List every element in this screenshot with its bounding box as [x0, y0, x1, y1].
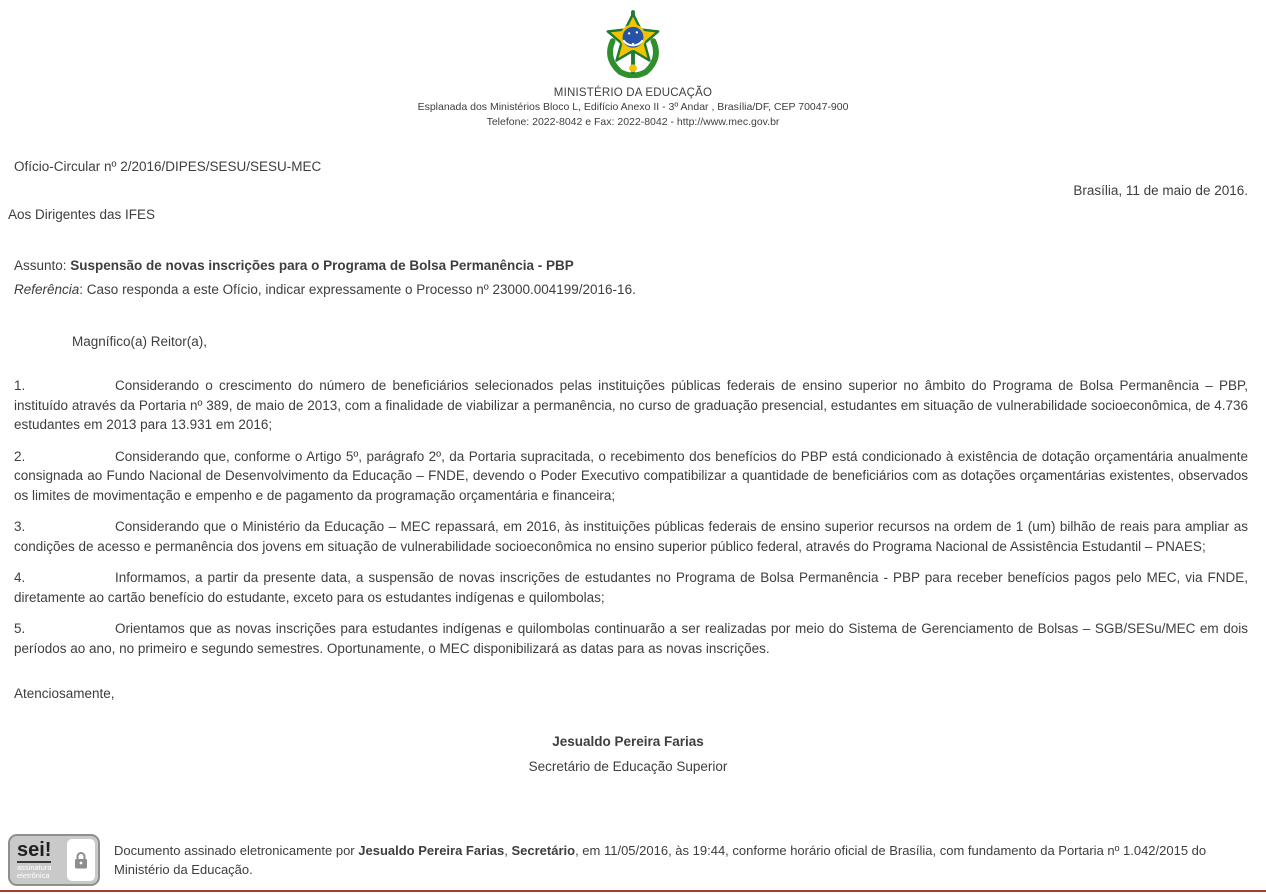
- body-paragraph: [14, 376, 1248, 435]
- sei-logo: [8, 834, 100, 886]
- paragraph-number: 2.: [14, 448, 26, 464]
- reference-line: [14, 282, 1248, 297]
- paragraph-text: Considerando que o Ministério da Educação – MEC repassará, em 2016, às instituições públicas federais de ensino superior recursos na ordem de 1 (um) bilhão de reais para ampliar as condições de acesso e permanência dos jovens em situação de vulnerabilidade socioeconômica no ensino superior público federal, através do Programa Nacional de Assistência Estudantil – PNAES;: [14, 519, 1248, 554]
- subject-text: Suspensão de novas inscrições para o Programa de Bolsa Permanência - PBP: [70, 258, 574, 274]
- address-line: Esplanada dos Ministérios Bloco L, Edifício Anexo II - 3º Andar , Brasília/DF, CEP 70047-900: [417, 101, 849, 113]
- bottom-border-line: [0, 890, 1266, 892]
- paragraph-text: Considerando o crescimento do número de beneficiários selecionados pelas instituições públicas federais de ensino superior no âmbito do Programa de Bolsa Permanência – PBP, instituído através da Portaria nº 389, de maio de 2013, com a finalidade de viabilizar a permanência, no curso de graduação presencial, estudantes em situação de vulnerabilidade socioeconômica, de 4.736 estudantes em 2013 para 13.931 em 2016;: [14, 378, 1248, 433]
- addressee-line: Aos Dirigentes das IFES: [8, 207, 156, 223]
- sei-logo-text: [10, 836, 67, 884]
- signature-statement: [114, 841, 1248, 879]
- body-paragraph: [14, 517, 1248, 556]
- paragraph-number: 4.: [14, 570, 26, 586]
- ministry-name: MINISTÉRIO DA EDUCAÇÃO: [553, 87, 713, 99]
- place-date-line: Brasília, 11 de maio de 2016.: [1073, 183, 1248, 199]
- letter-body: [0, 159, 1266, 774]
- paragraph-number: 3.: [14, 519, 26, 535]
- statement-text-3: , em 11/05/2016, às 19:44, conforme horário oficial de Brasília, com fundamento da Portaria nº 1.042/2015 do Ministério da Educação.: [114, 843, 1207, 877]
- subject-line: [14, 258, 1248, 273]
- statement-signer-role: Secretário: [511, 843, 576, 858]
- document-number: Ofício-Circular nº 2/2016/DIPES/SESU/SESU-MEC: [14, 159, 322, 175]
- subject-label: Assunto:: [14, 258, 71, 274]
- signer-name: Jesualdo Pereira Farias: [552, 734, 704, 750]
- body-paragraph: [14, 568, 1248, 607]
- letterhead: [0, 0, 1266, 129]
- paragraph-number: 5.: [14, 621, 26, 637]
- paragraph-text: Considerando que, conforme o Artigo 5º, parágrafo 2º, da Portaria supracitada, o recebimento dos benefícios do PBP está condicionado à existência de dotação orçamentária anualmente consignada ao Fundo Nacional de Desenvolvimento da Educação – FNDE, devendo o Poder Executivo compatibilizar a quantidade de beneficiários com as dotações orçamentárias existentes, observados os limites de movimentação e empenho e de pagamento da programação orçamentária e financeira;: [14, 448, 1248, 503]
- statement-signer-name: Jesualdo Pereira Farias: [358, 843, 505, 858]
- signature-footer: [8, 834, 1248, 886]
- salutation-line: Magnífico(a) Reitor(a),: [72, 334, 208, 350]
- statement-text-1: Documento assinado eletronicamente por: [114, 843, 359, 858]
- statement-text-2: ,: [504, 843, 512, 858]
- body-paragraph: [14, 447, 1248, 506]
- sei-subtitle: assinatura eletrônica: [17, 862, 52, 881]
- sei-wordmark: sei!: [17, 839, 52, 861]
- closing-line: Atenciosamente,: [14, 686, 115, 702]
- signer-title: Secretário de Educação Superior: [528, 759, 728, 775]
- reference-text: : Caso responda a este Ofício, indicar expressamente o Processo nº 23000.004199/2016-16.: [79, 282, 636, 298]
- reference-label: Referência: [14, 282, 80, 298]
- paragraph-number: 1.: [14, 378, 26, 394]
- paragraph-text: Orientamos que as novas inscrições para estudantes indígenas e quilombolas continuarão a ser realizadas por meio do Sistema de Gerenciamento de Bolsas – SGB/SESu/MEC em dois períodos ao ano, no primeiro e segundo semestres. Oportunamente, o MEC disponibilizará as datas para as novas inscrições.: [14, 621, 1248, 656]
- body-paragraph: [14, 619, 1248, 658]
- paragraph-text: Informamos, a partir da presente data, a suspensão de novas inscrições de estudantes no Programa de Bolsa Permanência - PBP para receber benefícios pagos pelo MEC, via FNDE, diretamente ao cartão benefício do estudante, exceto para os estudantes indígenas e quilombolas;: [14, 570, 1248, 605]
- paragraph-list: [14, 376, 1248, 658]
- padlock-icon: [67, 839, 95, 881]
- contact-line: Telefone: 2022-8042 e Fax: 2022-8042 - http://www.mec.gov.br: [486, 116, 780, 129]
- brazil-coat-of-arms-icon: [601, 8, 665, 82]
